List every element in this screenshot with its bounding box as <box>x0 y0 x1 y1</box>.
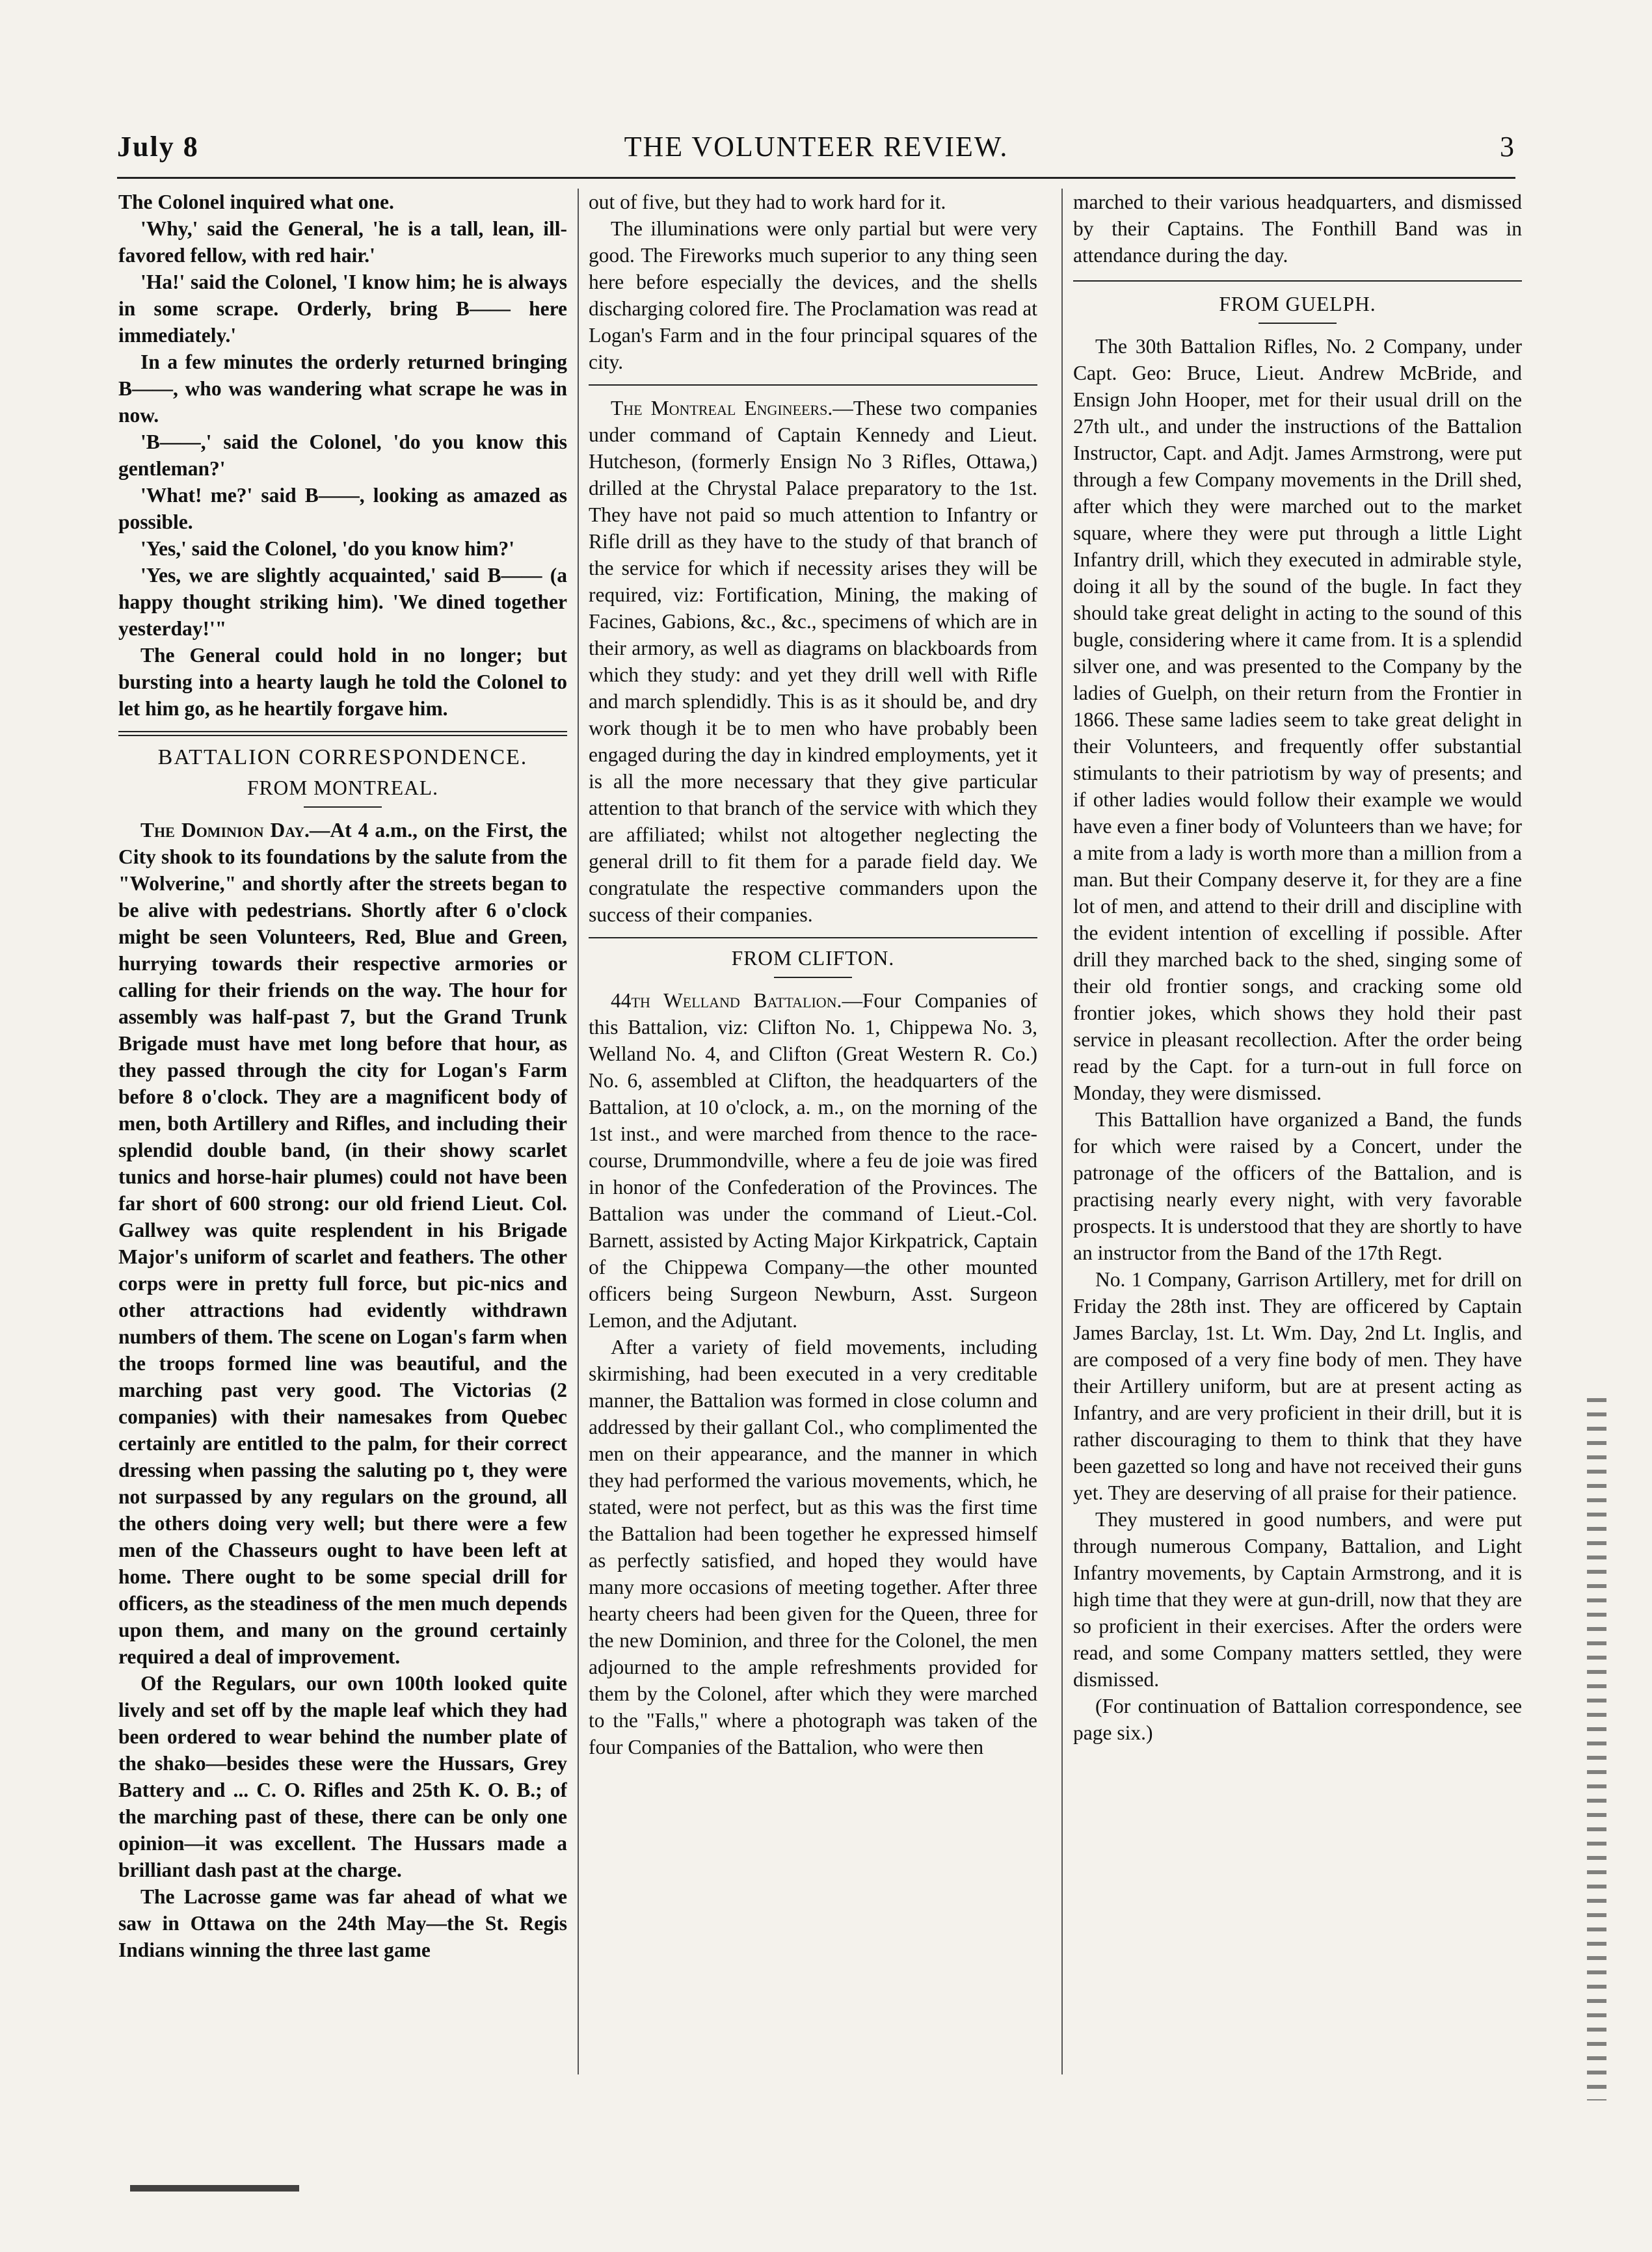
article-paragraph <box>118 817 567 1670</box>
clifton-heading: FROM CLIFTON. <box>731 947 895 970</box>
section-rule <box>118 731 567 736</box>
article-paragraph <box>589 987 1037 1334</box>
section-heading: BATTALION CORRESPONDENCE. <box>157 745 528 769</box>
scan-margin-marks <box>1587 1398 1606 2100</box>
article-paragraph <box>589 395 1037 928</box>
article-paragraph: The Lacrosse game was far ahead of what we saw in Ottawa on the 24th May—the St. Regis Indians winning the three last game <box>118 1885 567 1961</box>
article-lead: The Dominion Day. <box>140 819 310 841</box>
dialogue-paragraph: 'Ha!' said the Colonel, 'I know him; he is always in some scrape. Orderly, bring B—— here immediately.' <box>118 271 567 347</box>
article-paragraph: The 30th Battalion Rifles, No. 2 Company, under Capt. Geo: Bruce, Lieut. Andrew McBride, and Ensign John Hooper, met for their usual drill on the 27th ult., and under the instructions of the Battalion Instructor, Capt. and Adjt. James Armstrong, were put through a few Company movements in the Drill shed, after which they were marched out to the market square, where they were put through a little Light Infantry drill, which they executed in admirable style, doing it all by the sound of the bugle. In fact they should take great delight in acting to the sound of this bugle, considering where it came from. It is a splendid silver one, and was presented to the Company by the ladies of Guelph, on their return from the Frontier in 1866. These same ladies seem to take great delight in their Volunteers, and frequently offer substantial stimulants to their patriotism by way of presents; and if other ladies would follow their example we would have even a finer body of Volunteers than we have; for a mite from a lady is worth more than a million from a man. But their Company deserve it, for they are a fine lot of men, and attend to their drill and discipline with the evident intention of excelling if possible. After drill they marched back to the shed, singing some of their old frontier songs, and cracking some old frontier jokes, which shows they hold their past service in pleasant recollection. After the order being read by the Capt. for a turn-out in full force on Monday, they were dismissed. <box>1073 335 1522 1104</box>
section-rule <box>1073 280 1522 282</box>
article-paragraph: After a variety of field movements, including skirmishing, had been executed in a very creditable manner, the Battalion was formed in close column and addressed by their gallant Col., who complimented the men on their appearance, and the manner in which they had performed the various movements, which, he stated, were not perfect, but as this was the first time the Battalion had been together he expressed himself as perfectly satisfied, and hoped they would have many more occasions of meeting together. After three hearty cheers had been given for the Queen, three for the new Dominion, and three for the Colonel, the men adjourned to the ample refreshments provided for them by the Colonel, after which they were marched to the "Falls," where a photograph was taken of the four Companies of the Battalion, who were then <box>589 1336 1037 1758</box>
article-text: —These two companies under command of Captain Kennedy and Lieut. Hutcheson, (formerly Ensign No 3 Rifles, Ottawa,) drilled at the Chrystal Palace preparatory to the 1st. They have not paid so much attention to Infantry or Rifle drill as they have to the study of that branch of the service for which if necessity arises they will be required, viz: Fortification, Mining, the making of Facines, Gabions, &c., &c., specimens of which are in their armory, as well as diagrams on blackboards from which they study: and yet they drill well with Rifle and march splendidly. This is as it should be, and dry work though it be to men who have probably been engaged during the day in kindred employments, yet it is all the more necessary that they give particular attention to that branch of the service with which they are affiliated; whilst not altogether neglecting the general drill to fit them for a parade field day. We congratulate the respective commanders upon the success of their companies. <box>589 397 1037 926</box>
dialogue-paragraph: 'Yes, we are slightly acquainted,' said B—— (a happy thought striking him). 'We dined together yesterday!'" <box>118 564 567 640</box>
running-head <box>117 130 1515 176</box>
dialogue-paragraph: In a few minutes the orderly returned bringing B——, who was wandering what scrape he was in now. <box>118 351 567 427</box>
article-paragraph: The illuminations were only partial but were very good. The Fireworks much superior to any thing seen here before especially the devices, and the shells discharging colored fire. The Proclamation was read at Logan's Farm and in the four principal squares of the city. <box>589 217 1037 373</box>
guelph-heading: FROM GUELPH. <box>1219 293 1376 315</box>
column-3 <box>1073 189 1522 2074</box>
header-rule <box>117 177 1515 179</box>
issue-date: July 8 <box>117 131 199 163</box>
article-lead: The Montreal Engineers. <box>611 397 833 419</box>
article-paragraph: They mustered in good numbers, and were put through numerous Company, Battalion, and Light Infantry movements, by Captain Armstrong, and it is high time that they were at gun-drill, now that they are so proficient in their exercises. After the orders were read, and some Company matters settled, they were dismissed. <box>1073 1508 1522 1691</box>
section-rule <box>589 937 1037 938</box>
page-number: 3 <box>1500 131 1515 163</box>
dialogue-paragraph: 'What! me?' said B——, looking as amazed as possible. <box>118 484 567 533</box>
dialogue-paragraph: 'Yes,' said the Colonel, 'do you know him?' <box>140 537 514 560</box>
continuation-note: (For continuation of Battalion correspondence, see page six.) <box>1073 1695 1522 1744</box>
dialogue-paragraph: The Colonel inquired what one. <box>118 191 394 213</box>
article-paragraph: out of five, but they had to work hard for it. <box>589 191 946 213</box>
article-text: —Four Companies of this Battalion, viz: Clifton No. 1, Chippewa No. 3, Welland No. 4, and Clifton (Great Western R. Co.) No. 6, assembled at Clifton, the headquarters of the Battalion, at 10 o'clock, a. m., on the morning of the 1st inst., and were marched from thence to the race-course, Drummondville, where a feu de joie was fired in honor of the Confederation of the Provinces. The Battalion was under the command of Lieut.-Col. Barnett, assisted by Acting Major Kirkpatrick, Captain of the Chippewa Company—the other mounted officers being Surgeon Newburn, Asst. Surgeon Lemon, and the Adjutant. <box>589 989 1037 1332</box>
column-divider <box>1061 189 1063 2074</box>
article-paragraph: No. 1 Company, Garrison Artillery, met for drill on Friday the 28th inst. They are officered by Captain James Barclay, 1st. Lt. Wm. Day, 2nd Lt. Inglis, and are composed of a very fine body of men. They have their Artillery uniform, but are at present acting as Infantry, and are very proficient in their drill, but it is rather discouraging to them to think that they have been gazetted so long and have not received their guns yet. They are deserving of all praise for their patience. <box>1073 1268 1522 1504</box>
article-text: —At 4 a.m., on the First, the City shook to its foundations by the salute from the "Wolverine," and shortly after the streets began to be alive with pedestrians. Shortly after 6 o'clock might be seen Volunteers, Red, Blue and Green, hurrying towards their respective armories or calling for their friends on the way. The hour for assembly was half-past 7, but the Grand Trunk Brigade must have met long before that hour, as they passed through the city for Logan's Farm before 8 o'clock. They are a magnificent body of men, both Artillery and Rifles, and including their splendid double band, (in their showy scarlet tunics and horse-hair plumes) could not have been far short of 600 strong: our old friend Lieut. Col. Gallwey was quite resplendent in his Brigade Major's uniform of scarlet and feathers. The other corps were in pretty full force, but pic-nics and other attractions had evidently withdrawn numbers of them. The scene on Logan's farm when the troops formed line was beautiful, and the marching past very good. The Victorias (2 companies) with their namesakes from Quebec certainly are entitled to the palm, for their correct dressing when passing the saluting po t, they were not surpassed by any regulars on the ground, all the others doing very well; but there were a few men of the Chasseurs ought to have been left at home. There ought to be some special drill for officers, as the steadiness of the men much depends upon them, and many on the ground certainly required a deal of improvement. <box>118 819 567 1668</box>
publication-title: THE VOLUNTEER REVIEW. <box>624 131 1009 163</box>
heading-rule <box>304 806 382 808</box>
montreal-heading: FROM MONTREAL. <box>246 776 439 799</box>
column-2 <box>589 189 1037 2074</box>
column-divider <box>578 189 579 2074</box>
article-lead: 44th Welland Battalion. <box>611 989 842 1012</box>
dialogue-paragraph: 'Why,' said the General, 'he is a tall, lean, ill-favored fellow, with red hair.' <box>118 217 567 267</box>
paragraph-rule <box>589 384 1037 386</box>
article-paragraph: marched to their various headquarters, and dismissed by their Captains. The Fonthill Band was in attendance during the day. <box>1073 191 1522 267</box>
dialogue-paragraph: 'B——,' said the Colonel, 'do you know this gentleman?' <box>118 431 567 480</box>
heading-rule <box>1259 323 1337 324</box>
heading-rule <box>774 977 852 978</box>
article-paragraph: Of the Regulars, our own 100th looked quite lively and set off by the maple leaf which they had been ordered to wear behind the number plate of the shako—besides these were the Hussars, Grey Battery and ... C. O. Rifles and 25th K. O. B.; of the marching past of these, there can be only one opinion—it was excellent. The Hussars made a brilliant dash past at the charge. <box>118 1672 567 1881</box>
column-1 <box>118 189 567 2074</box>
article-paragraph: This Battallion have organized a Band, the funds for which were raised by a Concert, under the patronage of the officers of the Battalion, and is practising nearly every night, with very favorable prospects. It is understood that they are shortly to have an instructor from the Band of the 17th Regt. <box>1073 1108 1522 1264</box>
scan-artifact <box>130 2185 299 2192</box>
dialogue-paragraph: The General could hold in no longer; but bursting into a hearty laugh he told the Colonel to let him go, as he heartily forgave him. <box>118 644 567 720</box>
